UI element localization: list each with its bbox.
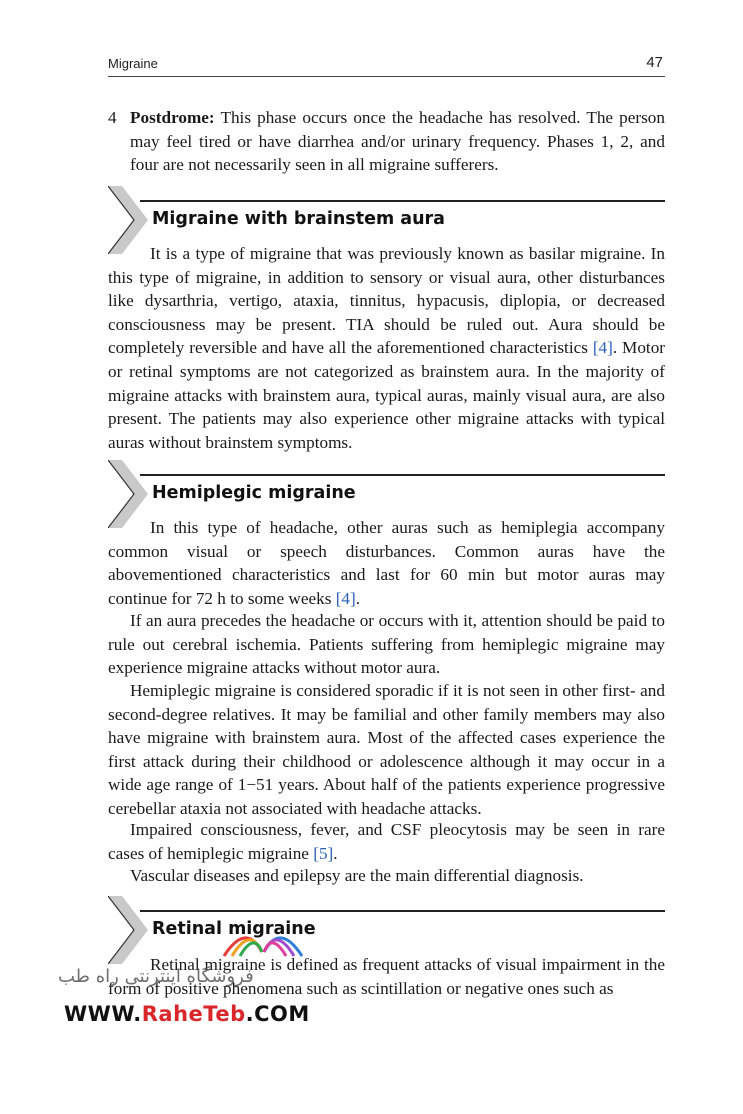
page-number: 47 (646, 54, 663, 71)
header-rule (108, 76, 665, 77)
section-rule (140, 474, 665, 476)
citation-link[interactable]: [4] (592, 338, 613, 358)
watermark-site: WWW.RaheTeb.COM (64, 1002, 310, 1026)
paragraph: Hemiplegic migraine is considered sporadic if it is not seen in other first- and second-degree relatives. It may be familial and other family members may also have migraine with brainstem aura. Most of the affected cases experience the first attack during their childhood or adolescence although it may occur in a wide age range of 1−51 years. About half of the patients experience progressive cerebellar ataxia not associated with headache attacks. (108, 681, 665, 818)
watermark-persian: فروشگاه اینترنتی راه طب (58, 966, 254, 987)
section-rule (140, 910, 665, 912)
paragraph: Impaired consciousness, fever, and CSF pleocytosis may be seen in rare cases of hemiplegic migraine [5]. (108, 820, 665, 863)
running-title: Migraine (108, 56, 158, 71)
paragraph: Vascular diseases and epilepsy are the main differential diagnosis. (130, 866, 584, 885)
paragraph: Retinal migraine is defined as frequent attacks of visual impairment in the form of positive phenomena such as scintillation or negative ones such as (108, 955, 665, 998)
book-logo-icon (218, 916, 308, 960)
section-title: Hemiplegic migraine (152, 483, 356, 503)
paragraph: If an aura precedes the headache or occurs with it, attention should be paid to rule out cerebral ischemia. Patients suffering from hemiplegic migraine may experience migraine attacks without motor aura. (108, 611, 665, 678)
paragraph: It is a type of migraine that was previously known as basilar migraine. In this type of migraine, in addition to sensory or visual aura, other disturbances like dysarthria, vertigo, ataxia, tinnitus, hypacusis, diplopia, or decreased consciousness may be present. TIA should be ruled out. Aura should be completely reversible and have all the aforementioned characteristics [4]. Motor or retinal symptoms are not categorized as brainstem aura. In the majority of migraine attacks with brainstem aura, typical auras, mainly visual aura, are also present. The patients may also experience other migraine attacks with typical auras without brainstem symptoms. (108, 244, 666, 452)
section-rule (140, 200, 665, 202)
paragraph: In this type of headache, other auras such as hemiplegia accompany common visual or speech disturbances. Common auras have the abovementioned characteristics and last for 60 min but motor auras may continue for 72 h to some weeks [4]. (108, 518, 665, 608)
list-term: Postdrome: (130, 108, 215, 127)
citation-link[interactable]: [4] (335, 588, 356, 608)
list-text (130, 106, 665, 177)
citation-link[interactable]: [5] (313, 843, 334, 863)
list-item-postdrome (108, 106, 665, 177)
section-title: Migraine with brainstem aura (152, 209, 445, 229)
list-number: 4 (108, 108, 117, 127)
list-body: This phase occurs once the headache has resolved. The person may feel tired or have diarrhea and/or urinary frequency. Phases 1, 2, and four are not necessarily seen in all migraine sufferers. (130, 108, 665, 175)
section-title: Retinal migraine (152, 919, 316, 939)
